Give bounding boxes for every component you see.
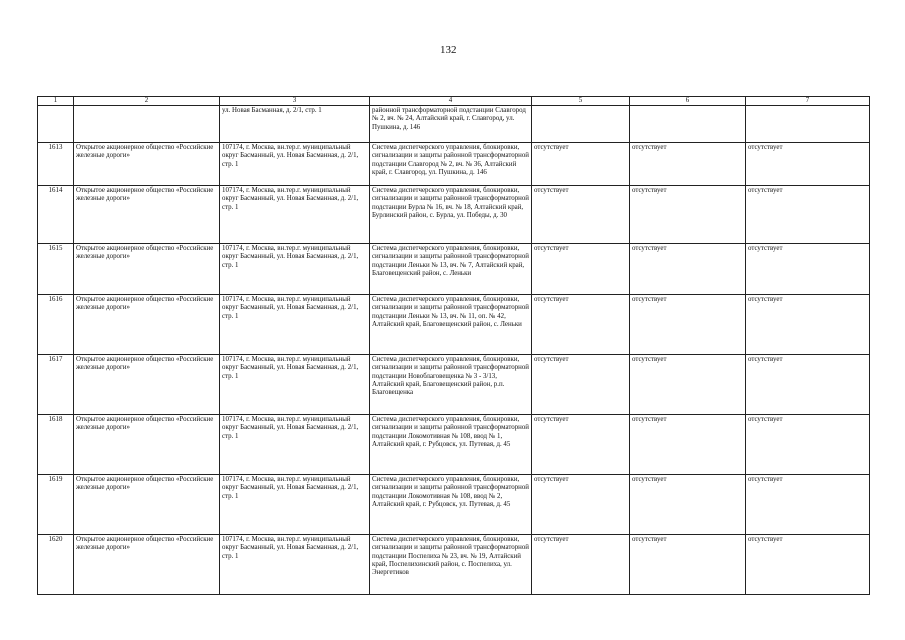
address-cell: 107174, г. Москва, вн.тер.г. муниципальный округ Басманный, ул. Новая Басманная, д. 2/1, стр. 1: [220, 244, 370, 295]
table-row: [38, 475, 870, 535]
owner-cell: Открытое акционерное общество «Российские железные дороги»: [74, 535, 220, 595]
owner-cell: Открытое акционерное общество «Российские железные дороги»: [74, 415, 220, 475]
col5-cell: отсутствует: [532, 475, 630, 535]
description-cell: Система диспетчерского управления, блокировки, сигнализации и защиты районной трансформаторной подстанции Бурла № 16, вч. № 18, Алтайский край, Бурлинский район, с. Бурла, ул. Победы, д. 30: [370, 186, 532, 244]
owner-cell: Открытое акционерное общество «Российские железные дороги»: [74, 475, 220, 535]
row-number-cell: 1617: [38, 355, 74, 415]
col5-cell: отсутствует: [532, 415, 630, 475]
description-cell: Система диспетчерского управления, блокировки, сигнализации и защиты районной трансформаторной подстанции Локомотивная № 108, ввод № 2, Алтайский край, г. Рубцовск, ул. Путевая, д. 45: [370, 475, 532, 535]
owner-cell: Открытое акционерное общество «Российские железные дороги»: [74, 244, 220, 295]
col6-cell: отсутствует: [630, 475, 746, 535]
table-row: [38, 295, 870, 355]
description-cell: Система диспетчерского управления, блокировки, сигнализации и защиты районной трансформаторной подстанции Леньки № 13, вч. № 11, оп. № 42, Алтайский край, Благовещенский район, с. Леньки: [370, 295, 532, 355]
column-header: 4: [370, 97, 532, 106]
address-cell: 107174, г. Москва, вн.тер.г. муниципальный округ Басманный, ул. Новая Басманная, д. 2/1, стр. 1: [220, 143, 370, 186]
table-row: [38, 186, 870, 244]
col7-cell: отсутствует: [746, 295, 870, 355]
col6-cell: отсутствует: [630, 355, 746, 415]
col7-cell: отсутствует: [746, 355, 870, 415]
registry-table: [37, 96, 870, 595]
col7-cell: отсутствует: [746, 535, 870, 595]
description-cell: Система диспетчерского управления, блокировки, сигнализации и защиты районной трансформаторной подстанции Поспелиха № 23, вч. № 19, Алтайский край, Поспелихинский район, с. Поспелиха, ул. Энергетиков: [370, 535, 532, 595]
column-header: 6: [630, 97, 746, 106]
owner-cell: Открытое акционерное общество «Российские железные дороги»: [74, 355, 220, 415]
address-cell: 107174, г. Москва, вн.тер.г. муниципальный округ Басманный, ул. Новая Басманная, д. 2/1, стр. 1: [220, 535, 370, 595]
row-number-cell: 1619: [38, 475, 74, 535]
col6-cell: отсутствует: [630, 415, 746, 475]
table-row: [38, 535, 870, 595]
description-cell: районной трансформаторной подстанции Славгород № 2, вч. № 24, Алтайский край, г. Славгород, ул. Пушкина, д. 146: [370, 106, 532, 143]
column-header: 5: [532, 97, 630, 106]
owner-cell: [74, 106, 220, 143]
col7-cell: отсутствует: [746, 475, 870, 535]
col6-cell: [630, 106, 746, 143]
owner-cell: Открытое акционерное общество «Российские железные дороги»: [74, 295, 220, 355]
row-number-cell: 1620: [38, 535, 74, 595]
address-cell: 107174, г. Москва, вн.тер.г. муниципальный округ Басманный, ул. Новая Басманная, д. 2/1, стр. 1: [220, 186, 370, 244]
col5-cell: отсутствует: [532, 535, 630, 595]
col5-cell: [532, 106, 630, 143]
page-number: 132: [440, 44, 457, 56]
col6-cell: отсутствует: [630, 535, 746, 595]
row-number-cell: 1614: [38, 186, 74, 244]
address-cell: 107174, г. Москва, вн.тер.г. муниципальный округ Басманный, ул. Новая Басманная, д. 2/1, стр. 1: [220, 415, 370, 475]
description-cell: Система диспетчерского управления, блокировки, сигнализации и защиты районной трансформаторной подстанции Локомотивная № 108, ввод № 1, Алтайский край, г. Рубцовск, ул. Путевая, д. 45: [370, 415, 532, 475]
row-number-cell: 1615: [38, 244, 74, 295]
address-cell: 107174, г. Москва, вн.тер.г. муниципальный округ Басманный, ул. Новая Басманная, д. 2/1, стр. 1: [220, 295, 370, 355]
address-cell: 107174, г. Москва, вн.тер.г. муниципальный округ Басманный, ул. Новая Басманная, д. 2/1, стр. 1: [220, 355, 370, 415]
row-number-cell: 1618: [38, 415, 74, 475]
table-row: [38, 244, 870, 295]
header-row: [38, 97, 870, 106]
col5-cell: отсутствует: [532, 186, 630, 244]
table-row: [38, 355, 870, 415]
col5-cell: отсутствует: [532, 355, 630, 415]
description-cell: Система диспетчерского управления, блокировки, сигнализации и защиты районной трансформаторной подстанции Славгород № 2, вч. № 36, Алтайский край, г. Славгород, ул. Пушкина, д. 146: [370, 143, 532, 186]
col7-cell: [746, 106, 870, 143]
description-cell: Система диспетчерского управления, блокировки, сигнализации и защиты районной трансформаторной подстанции Леньки № 13, вч. № 7, Алтайский край, Благовещенский район, с. Леньки: [370, 244, 532, 295]
col5-cell: отсутствует: [532, 295, 630, 355]
col6-cell: отсутствует: [630, 143, 746, 186]
row-number-cell: 1616: [38, 295, 74, 355]
col7-cell: отсутствует: [746, 186, 870, 244]
table-row-continuation: [38, 106, 870, 143]
col6-cell: отсутствует: [630, 295, 746, 355]
column-header: 1: [38, 97, 74, 106]
col7-cell: отсутствует: [746, 143, 870, 186]
col5-cell: отсутствует: [532, 244, 630, 295]
column-header: 7: [746, 97, 870, 106]
table-row: [38, 143, 870, 186]
row-number-cell: [38, 106, 74, 143]
col5-cell: отсутствует: [532, 143, 630, 186]
owner-cell: Открытое акционерное общество «Российские железные дороги»: [74, 186, 220, 244]
col6-cell: отсутствует: [630, 186, 746, 244]
col7-cell: отсутствует: [746, 244, 870, 295]
table-row: [38, 415, 870, 475]
row-number-cell: 1613: [38, 143, 74, 186]
column-header: 3: [220, 97, 370, 106]
owner-cell: Открытое акционерное общество «Российские железные дороги»: [74, 143, 220, 186]
col6-cell: отсутствует: [630, 244, 746, 295]
description-cell: Система диспетчерского управления, блокировки, сигнализации и защиты районной трансформаторной подстанции Новоблаговещенка № 3 - 3/13, Алтайский край, Благовещенский район, р.п. Благовещенка: [370, 355, 532, 415]
address-cell: 107174, г. Москва, вн.тер.г. муниципальный округ Басманный, ул. Новая Басманная, д. 2/1, стр. 1: [220, 475, 370, 535]
address-cell: ул. Новая Басманная, д. 2/1, стр. 1: [220, 106, 370, 143]
col7-cell: отсутствует: [746, 415, 870, 475]
column-header: 2: [74, 97, 220, 106]
